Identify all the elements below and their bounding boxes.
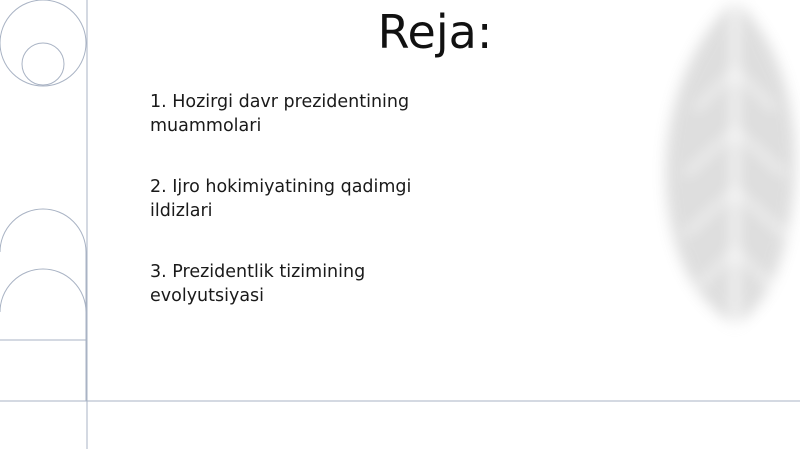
leaf-shape (666, 0, 796, 325)
slide-title: Reja: (377, 5, 493, 59)
agenda-list (150, 90, 490, 345)
small-circle (22, 43, 64, 85)
agenda-item-2: 2. Ijro hokimiyatining qadimgi ildizlari (150, 177, 412, 221)
blurred-leaf-image (640, 0, 800, 330)
upper-arch (0, 209, 86, 401)
lower-arch (0, 269, 86, 312)
agenda-item-3: 3. Prezidentlik tizimining evolyutsiyasi (150, 262, 366, 306)
agenda-item-1: 1. Hozirgi davr prezidentining muammolari (150, 92, 410, 136)
